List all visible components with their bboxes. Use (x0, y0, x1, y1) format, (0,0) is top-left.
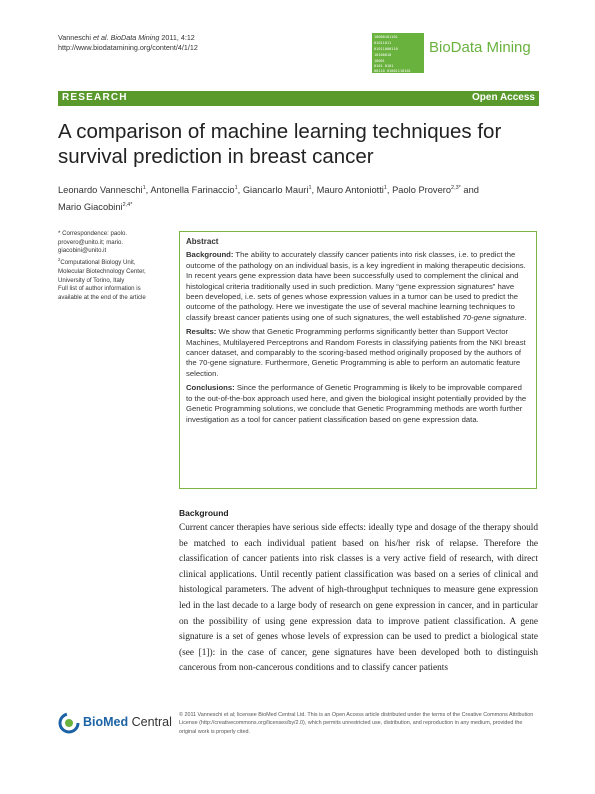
abstract-conclusions: Conclusions: Since the performance of Genetic Programming is likely to be improvable compared to the out-of-the-box approach used here, and given the biological insight potentially provided by the Genetic Programming solutions, we conclude that Genetic Programming methods are worth further investigation as a tool for cancer patient classification based on gene expression data. (186, 383, 527, 424)
biomed-central-logo (58, 712, 178, 734)
article-title: A comparison of machine learning techniques for survival prediction in breast cancer (58, 120, 502, 168)
open-access-label: Open Access (472, 92, 535, 103)
citation-header (58, 33, 198, 53)
journal-logo-text: BioData Mining (429, 39, 531, 56)
biodata-mining-logo (372, 33, 542, 77)
abstract-box (179, 231, 537, 489)
author-name: Mario Giacobini (58, 202, 123, 213)
abstract-heading: Abstract (186, 237, 219, 246)
author-list (58, 181, 528, 215)
article-type-band (58, 91, 539, 106)
author-name: Giancarlo Mauri (242, 185, 309, 196)
article-url[interactable]: http://www.biodatamining.org/content/4/1/12 (58, 43, 198, 52)
background-heading: Background (179, 508, 229, 518)
binary-grid-icon: 10000101101 01011011 01011000110 10100010 10001 0101 0101 00110 01001110101 (372, 33, 424, 73)
abstract-background: Background: The ability to accurately classify cancer patients into risk classes, i.e. to predict the outcome of the pathology on an individual basis, is a key ingredient in making therapeutic decisions. In recent years gene expression data have been successfully used to complement the clinical and histological criteria traditionally used in such prediction. Many “gene expression signatures” have been developed, i.e. sets of genes whose expression values in a tumor can be used to predict the outcome of the pathology. Here we investigate the use of several machine learning techniques to classify breast cancer patients using one of such signatures, the well established 70-gene signature. (186, 250, 527, 322)
affiliation-line: $^2$Computational Biology Unit, (58, 257, 136, 267)
author-name: Mauro Antoniotti (316, 185, 384, 196)
author-name: Leonardo Vanneschi (58, 185, 143, 196)
journal-name: BioData Mining (110, 33, 160, 42)
biomed-central-swirl-icon (58, 712, 80, 734)
author-line: Leonardo Vanneschi$^1$, Antonella Farinaccio$^1$, Giancarlo Mauri$^1$, Mauro Antoniotti$^1$, Paolo Provero$^{2,3*}$ and (58, 185, 479, 196)
author-name: Antonella Farinaccio (150, 185, 235, 196)
citation-line: Vanneschi et al. BioData Mining 2011, 4:12 (58, 33, 195, 42)
biomed-central-text: BioMed Central (83, 715, 172, 729)
background-body: Current cancer therapies have serious side effects: ideally type and dosage of the therapy should be matched to each individual patient based on his/her risk of relapse. Therefore the classification of cancer patients into risk classes is a very active field of research, with direct clinical applications. Until recently patient classification was based on a series of clinical and histological parameters. The advent of high-throughput techniques to measure gene expression led in the last decade to a large body of research on gene expression in cancer, and in particular on the possibility of using gene expression data to improve patient classification. A gene signature is a set of genes whose levels of expression can be used to predict a biological state (see [1]): in the case of cancer, gene signatures have been developed both to distinguish cancerous from non-cancerous conditions and to classify cancer patients (179, 523, 538, 674)
abstract-content (186, 237, 530, 429)
author-line: Mario Giacobini$^{2,4*}$ (58, 202, 133, 213)
abstract-results: Results: We show that Genetic Programming performs significantly better than Support Vector Machines, Multilayered Perceptrons and Random Forests in classifying patients from the NKI breast cancer dataset, and comparably to the scoring-based method originally proposed by the authors of the 70-gene signature. Furthermore, Genetic Programming is able to perform an automatic feature selection. (186, 327, 526, 378)
license-statement: © 2011 Vanneschi et al; licensee BioMed Central Ltd. This is an Open Access article distributed under the terms of the Creative Commons Attribution License (http://creativecommons.org/licenses/by/2.0), which permits unrestricted use, distribution, and reproduction in any medium, provided the original work is properly cited. (179, 712, 534, 735)
article-type-label: RESEARCH (62, 92, 128, 103)
author-name: Paolo Provero (392, 185, 452, 196)
correspondence-note: * Correspondence: paolo. provero@unito.it; mario. giacobini@unito.it $^2$Computational Biology Unit, Molecular Biotechnology Center, University of Torino, Italy Full list of author information is available at the end of the article (58, 230, 168, 303)
